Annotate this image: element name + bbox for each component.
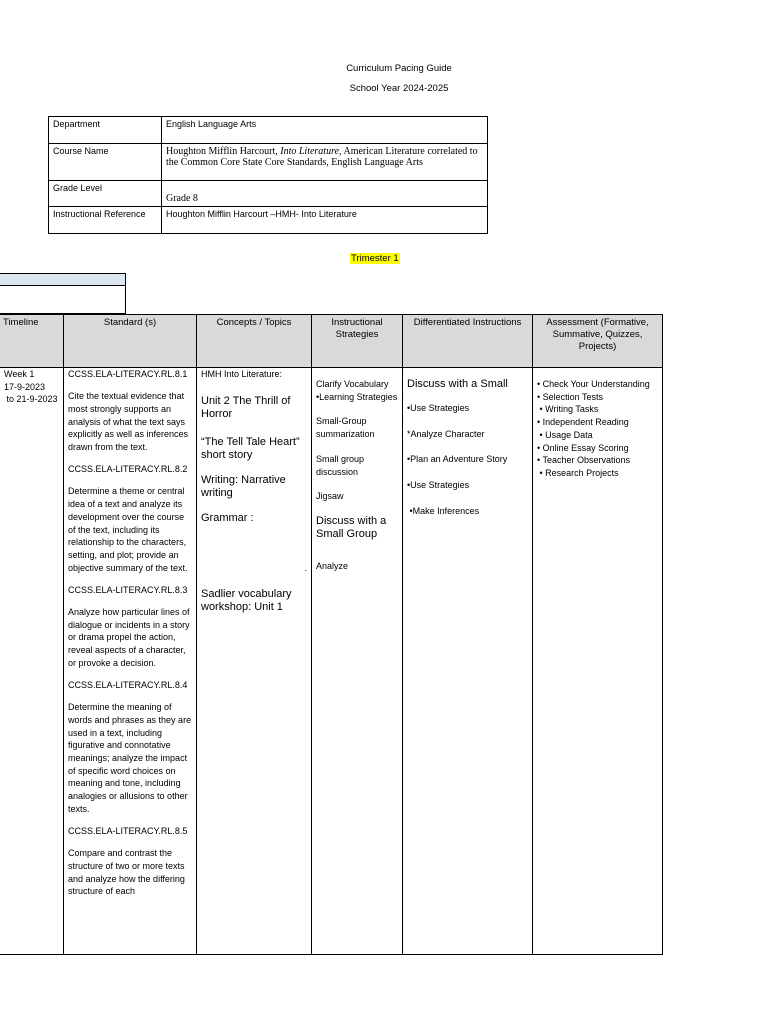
concept-item: Writing: Narrative writing [201, 473, 286, 499]
timeline-week: Week 1 [4, 369, 35, 379]
school-year: School Year 2024-2025 [349, 83, 449, 94]
header-concepts: Concepts / Topics [197, 315, 312, 368]
pacing-table [0, 314, 663, 955]
header-standards: Standard (s) [64, 315, 197, 368]
header-differentiated: Differentiated Instructions [403, 315, 533, 368]
differentiated-item: •Plan an Adventure Story [407, 454, 508, 465]
divider [125, 286, 126, 314]
standard-text: Compare and contrast the structure of two or more texts and analyze how the differing structure of each [68, 848, 185, 897]
differentiated-cell [403, 368, 533, 955]
concepts-cell [197, 368, 312, 955]
department-label: Department [49, 117, 162, 144]
course-name-label: Course Name [49, 144, 162, 181]
strategy-item: Discuss with a Small Group [316, 514, 387, 540]
standard-text: Analyze how particular lines of dialogue or incidents in a story or drama propel the action, reveal aspects of a character, or provoke a decision. [68, 607, 190, 668]
standard-text: Determine a theme or central idea of a text and analyze its development over the course of the text, including its relationship to the characters, setting, and plot; provide an objective summary of the text. [68, 486, 188, 573]
standard-code: CCSS.ELA-LITERACY.RL.8.4 [68, 680, 188, 691]
concept-item: Unit 2 The Thrill of Horror [201, 394, 291, 420]
grade-level-value: Grade 8 [162, 181, 488, 207]
assessment-item: • Teacher Observations [537, 455, 631, 466]
header-strategies: Instructional Strategies [312, 315, 403, 368]
timeline-cell [0, 368, 64, 955]
strategies-cell [312, 368, 403, 955]
assessment-item: • Research Projects [537, 467, 619, 478]
strategy-item: Clarify Vocabulary [316, 379, 389, 389]
assessment-item: • Independent Reading [537, 417, 629, 428]
strategy-item: Small-Group summarization [316, 416, 375, 440]
course-info-table [48, 116, 488, 234]
concept-item: . [304, 562, 307, 573]
strategy-item: Analyze [316, 560, 349, 571]
document-title: Curriculum Pacing Guide [346, 63, 452, 74]
department-value: English Language Arts [162, 117, 488, 144]
strategy-item: Small group discussion [316, 453, 365, 477]
assessment-item: • Online Essay Scoring [537, 442, 629, 453]
assessment-cell [533, 368, 663, 955]
standard-code: CCSS.ELA-LITERACY.RL.8.5 [68, 826, 188, 837]
course-name-value: Houghton Mifflin Harcourt, Into Literature, American Literature correlated to the Common Core State Core Standards, English Language Arts [162, 144, 488, 181]
grade-level-label: Grade Level [49, 181, 162, 207]
trimester-label: Trimester 1 [351, 253, 399, 264]
differentiated-item: •Use Strategies [407, 403, 470, 413]
strategy-item: •Learning Strategies [316, 391, 398, 402]
concept-item: Grammar : [201, 511, 254, 524]
table-row [0, 368, 663, 955]
differentiated-item: *Analyze Character [407, 428, 485, 439]
header-bar [0, 273, 126, 286]
concept-item: HMH Into Literature: [201, 369, 283, 379]
header-assessment: Assessment (Formative, Summative, Quizzes, Projects) [533, 315, 663, 368]
differentiated-item: Discuss with a Small [407, 378, 508, 390]
standard-text: Cite the textual evidence that most strongly supports an analysis of what the text says explicitly as well as inferences drawn from the text. [68, 391, 189, 453]
standard-code: CCSS.ELA-LITERACY.RL.8.2 [68, 464, 188, 475]
standard-code: CCSS.ELA-LITERACY.RL.8.1 [68, 369, 188, 379]
timeline-start: 17-9-2023 [4, 381, 46, 392]
differentiated-item: •Use Strategies [407, 480, 470, 491]
concept-item: “The Tell Tale Heart” short story [201, 435, 300, 461]
timeline-end: to 21-9-2023 [4, 394, 58, 405]
differentiated-item: •Make Inferences [407, 505, 480, 516]
instructional-reference-label: Instructional Reference [49, 207, 162, 234]
instructional-reference-value: Houghton Mifflin Harcourt –HMH- Into Literature [162, 207, 488, 234]
assessment-item: • Check Your Understanding [537, 379, 650, 389]
header-timeline: Timeline [0, 315, 64, 368]
standard-code: CCSS.ELA-LITERACY.RL.8.3 [68, 584, 188, 595]
assessment-item: • Selection Tests [537, 391, 604, 402]
standards-cell [64, 368, 197, 955]
standard-text: Determine the meaning of words and phrases as they are used in a text, including figurative and connotative meanings; analyze the impact of specific word choices on meaning and tone, including analogies or allusions to other texts. [68, 702, 192, 814]
assessment-item: • Usage Data [537, 429, 593, 440]
strategy-item: Jigsaw [316, 491, 344, 502]
assessment-item: • Writing Tasks [537, 404, 599, 415]
concept-item: Sadlier vocabulary workshop: Unit 1 [201, 588, 292, 614]
